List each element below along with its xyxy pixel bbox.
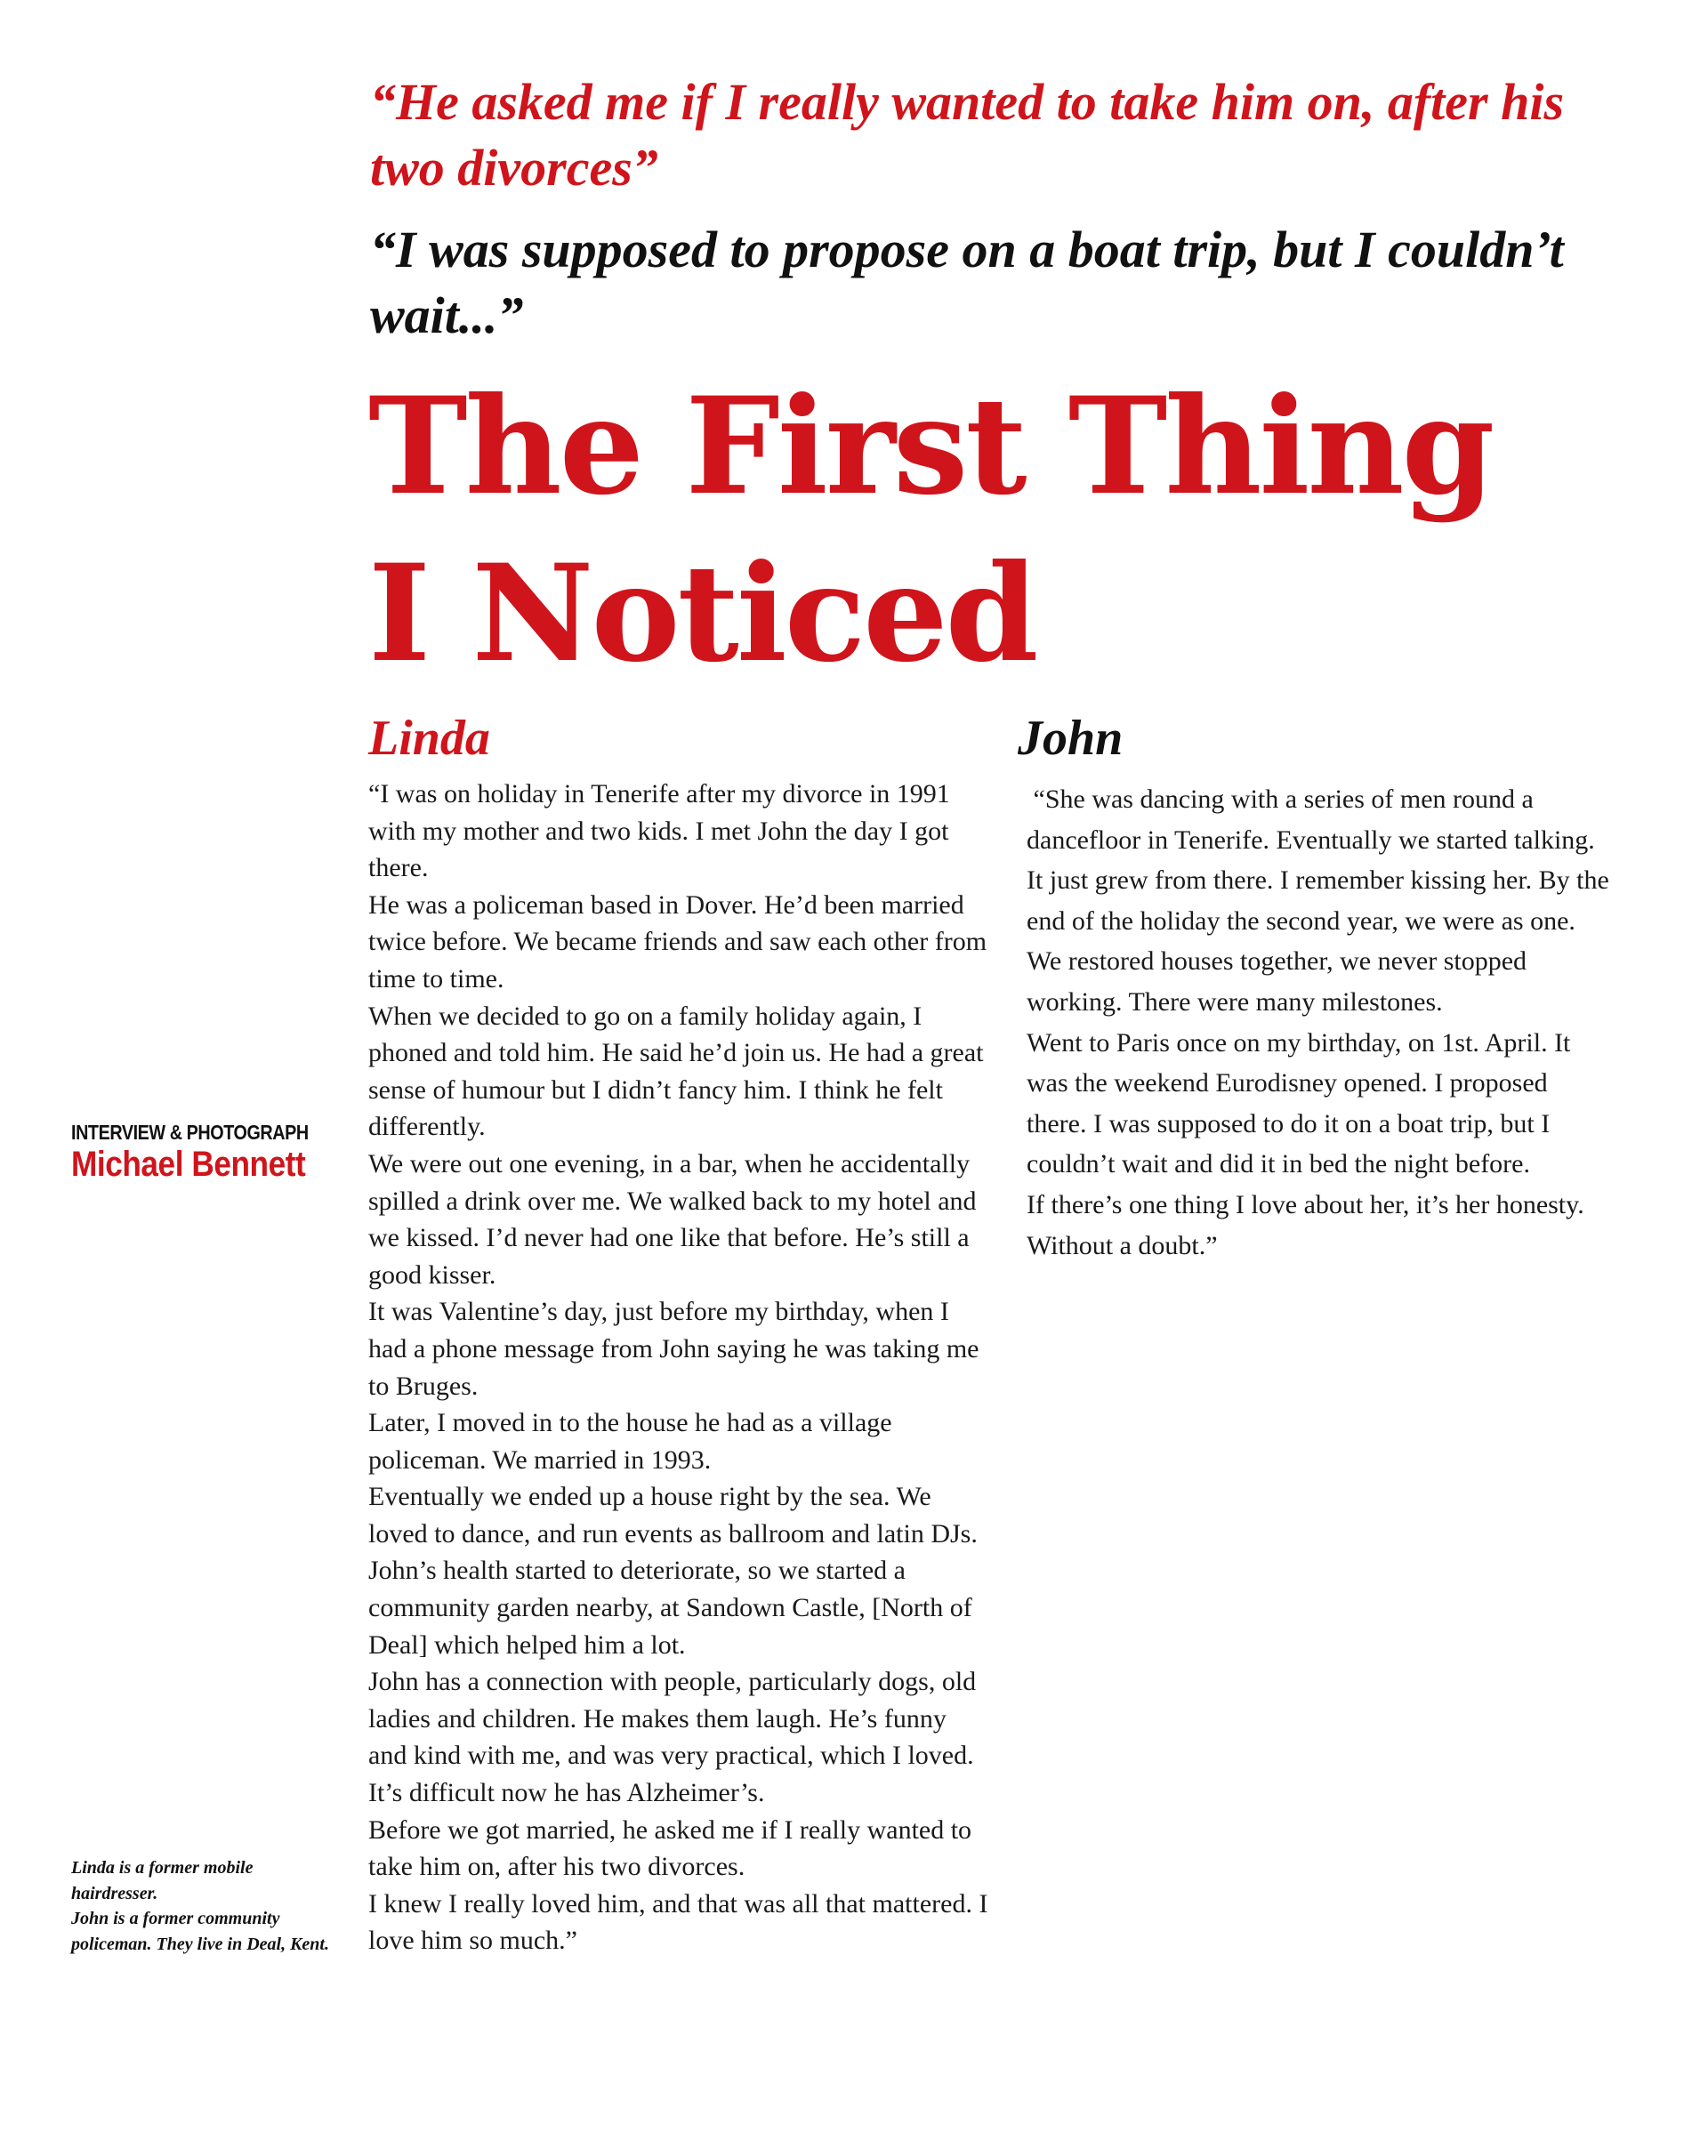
linda-paragraph: John’s health started to deteriorate, so we started a community garden nearby, at Sandown Castle, [North of Deal] which helped him a lot. <box>368 1556 972 1660</box>
linda-column <box>368 776 991 1959</box>
john-pull-quote: “I was supposed to propose on a boat trip, but I couldn’t wait...” <box>370 221 1564 344</box>
john-paragraph: “She was dancing with a series of men round a dancefloor in Tenerife. Eventually we started talking. It just grew from there. I remember kissing her. By the end of the holiday the second year, we were as one. <box>1027 784 1616 936</box>
bio-line-linda: Linda is a former mobile hairdresser. <box>71 1858 254 1903</box>
linda-paragraph: Before we got married, he asked me if I really wanted to take him on, after his two divorces. <box>368 1814 972 1882</box>
linda-paragraph: It was Valentine’s day, just before my birthday, when I had a phone message from John saying he was taking me to Bruges. <box>368 1297 979 1401</box>
credit-name: Michael Bennett <box>71 1145 306 1184</box>
credit-label: INTERVIEW & PHOTOGRAPH <box>71 1121 309 1144</box>
photo-credit <box>71 1122 338 1182</box>
john-paragraph: Went to Paris once on my birthday, on 1st. April. It was the weekend Eurodisney opened. I proposed there. I was supposed to do it on a boat trip, but I couldn’t wait and did it in bed the night before. <box>1027 1027 1571 1179</box>
linda-paragraph: “I was on holiday in Tenerife after my divorce in 1991 with my mother and two kids. I met John the day I got there. <box>368 779 950 883</box>
linda-paragraph: Later, I moved in to the house he had as a village policeman. We married in 1993. <box>368 1408 892 1475</box>
bio-note <box>71 1855 338 1957</box>
john-paragraph: We restored houses together, we never stopped working. There were many milestones. <box>1027 946 1527 1017</box>
linda-paragraph: I knew I really loved him, and that was all that mattered. I love him so much.” <box>368 1888 988 1956</box>
john-column <box>1027 779 1614 1266</box>
linda-paragraph: He was a policeman based in Dover. He’d been married twice before. We became friends and saw each other from time to time. <box>368 889 987 994</box>
bio-line-john: John is a former community policeman. They live in Deal, Kent. <box>71 1909 329 1954</box>
john-paragraph: If there’s one thing I love about her, it’s her honesty. Without a doubt.” <box>1027 1189 1584 1260</box>
john-heading: John <box>1018 711 1124 766</box>
headline-line-2: I Noticed <box>368 535 1036 692</box>
linda-paragraph: Eventually we ended up a house right by the sea. We loved to dance, and run events as ballroom and latin DJs. <box>368 1482 978 1549</box>
linda-paragraph: We were out one evening, in a bar, when he accidentally spilled a drink over me. We walked back to my hotel and we kissed. I’d never had one like that before. He’s still a good kisser. <box>368 1148 977 1290</box>
linda-paragraph: John has a connection with people, particularly dogs, old ladies and children. He makes them laugh. He’s funny and kind with me, and was very practical, which I loved. It’s difficult now he has Alzheimer’s. <box>368 1667 977 1808</box>
article-headline <box>368 363 1649 697</box>
linda-pull-quote: “He asked me if I really wanted to take him on, after his two divorces” <box>370 73 1565 197</box>
headline-line-1: The First Thing <box>368 368 1493 525</box>
linda-paragraph: When we decided to go on a family holiday again, I phoned and told him. He said he’d join us. He had a great sense of humour but I didn’t fancy him. I think he felt differently. <box>368 1001 984 1142</box>
linda-heading: Linda <box>368 711 490 766</box>
